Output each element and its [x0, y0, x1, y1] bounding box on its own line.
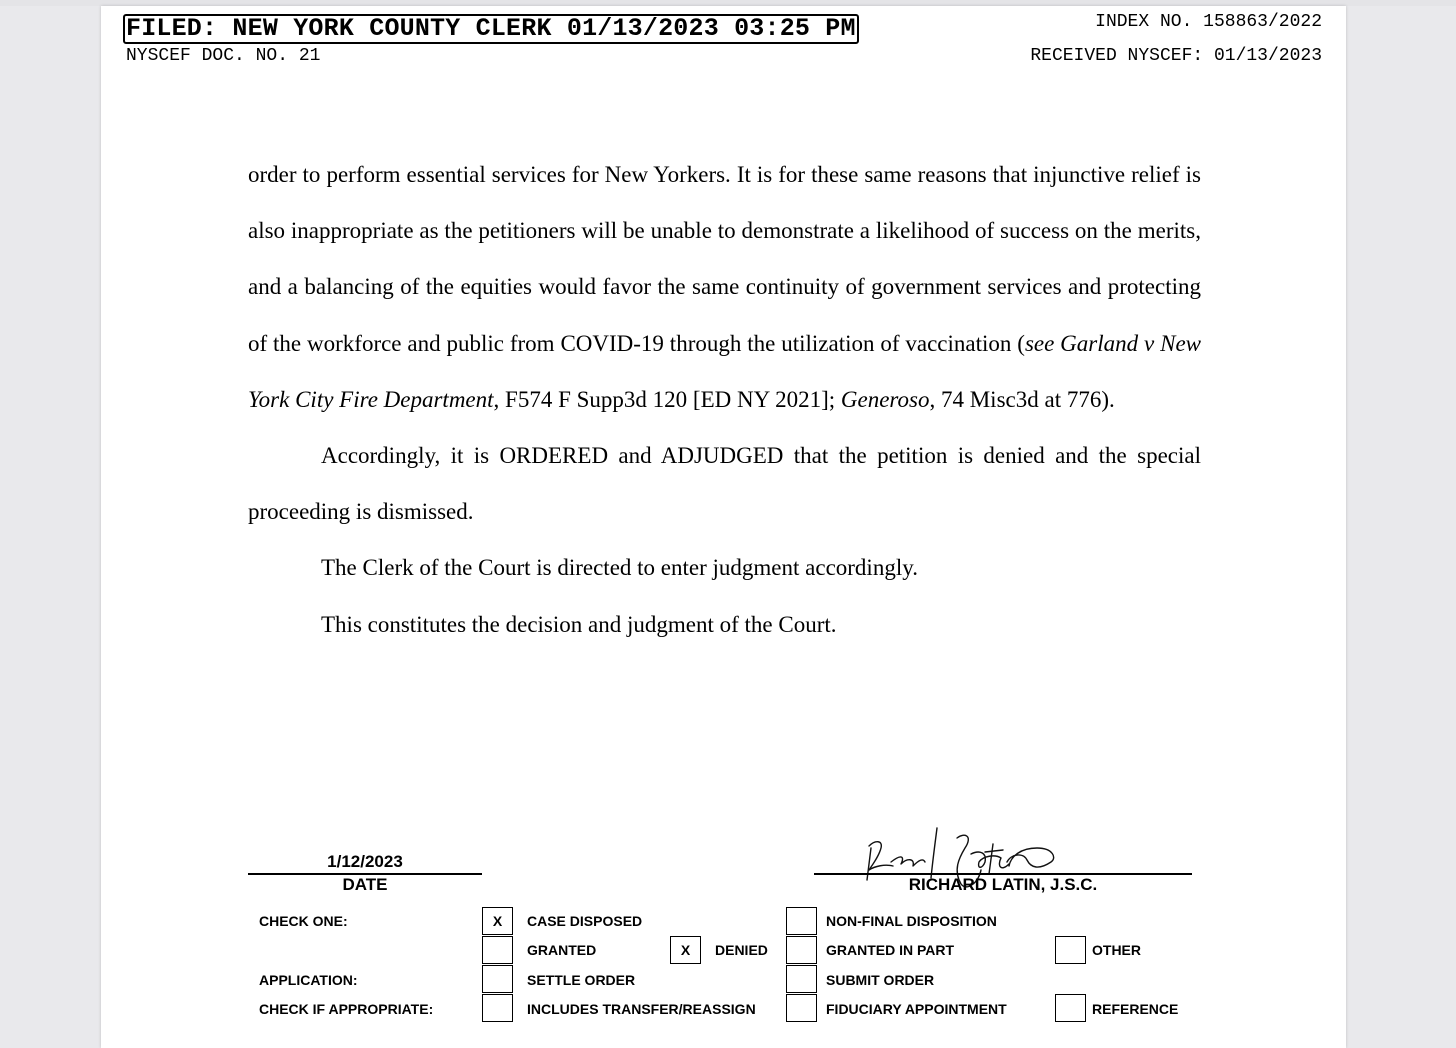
includes-transfer-checkbox[interactable] [482, 994, 513, 1022]
index-number: INDEX NO. 158863/2022 [1095, 12, 1322, 32]
other-label: OTHER [1092, 942, 1141, 958]
case-citation-italic: see Garland v New York City Fire Department [248, 330, 1201, 412]
reference-checkbox[interactable] [1055, 994, 1086, 1022]
non-final-checkbox[interactable] [786, 907, 817, 935]
non-final-label: NON-FINAL DISPOSITION [826, 913, 997, 929]
settle-order-checkbox[interactable] [482, 965, 513, 993]
decision-body [248, 147, 1201, 653]
paragraph-ordered: Accordingly, it is ORDERED and ADJUDGED that the petition is denied and the special proceeding is dismissed. [248, 443, 1201, 525]
granted-in-part-label: GRANTED IN PART [826, 942, 955, 958]
check-if-appropriate-label: CHECK IF APPROPRIATE: [259, 1001, 434, 1017]
nyscef-doc-number: NYSCEF DOC. NO. 21 [126, 46, 321, 66]
includes-transfer-label: INCLUDES TRANSFER/REASSIGN [527, 1001, 756, 1017]
decision-date: 1/12/2023 [327, 852, 403, 871]
paragraph-text: order to perform essential services for New Yorkers. It is for these same reasons that injunctive relief is also inappropriate as the petitioners will be unable to demonstrate a likelihood of success on the merits, and a balancing of the equities would favor the same continuity of government services and protecting of the workforce and public from COVID-19 through the utilization of vaccination ( [248, 162, 1201, 356]
case-disposed-label: CASE DISPOSED [527, 913, 643, 929]
granted-in-part-checkbox[interactable] [786, 936, 817, 964]
fiduciary-label: FIDUCIARY APPOINTMENT [826, 1001, 1007, 1017]
reference-label: REFERENCE [1092, 1001, 1179, 1017]
case-name-italic: Generoso [840, 386, 930, 412]
denied-label: DENIED [715, 942, 768, 958]
submit-order-label: SUBMIT ORDER [826, 972, 935, 988]
paragraph-continuation [248, 147, 1201, 428]
application-label: APPLICATION: [259, 972, 358, 988]
filed-stamp: FILED: NEW YORK COUNTY CLERK 01/13/2023 03:25 PM [123, 14, 859, 44]
document-page [101, 6, 1346, 1048]
granted-label: GRANTED [527, 942, 597, 958]
fiduciary-checkbox[interactable] [786, 994, 817, 1022]
paragraph-constitutes: This constitutes the decision and judgment of the Court. [321, 611, 837, 637]
case-disposed-checkbox[interactable]: X [482, 907, 513, 935]
other-checkbox[interactable] [1055, 936, 1086, 964]
judge-name: RICHARD LATIN, J.S.C. [908, 875, 1098, 894]
date-label: DATE [342, 875, 388, 894]
citation-text: , F574 F Supp3d 120 [ED NY 2021]; [493, 386, 841, 412]
check-one-label: CHECK ONE: [259, 913, 348, 929]
citation-text: , 74 Misc3d at 776). [929, 386, 1115, 412]
received-date: RECEIVED NYSCEF: 01/13/2023 [1030, 46, 1322, 66]
settle-order-label: SETTLE ORDER [527, 972, 636, 988]
denied-checkbox[interactable]: X [670, 936, 701, 964]
granted-checkbox[interactable] [482, 936, 513, 964]
submit-order-checkbox[interactable] [786, 965, 817, 993]
paragraph-clerk-directed: The Clerk of the Court is directed to enter judgment accordingly. [321, 555, 918, 581]
